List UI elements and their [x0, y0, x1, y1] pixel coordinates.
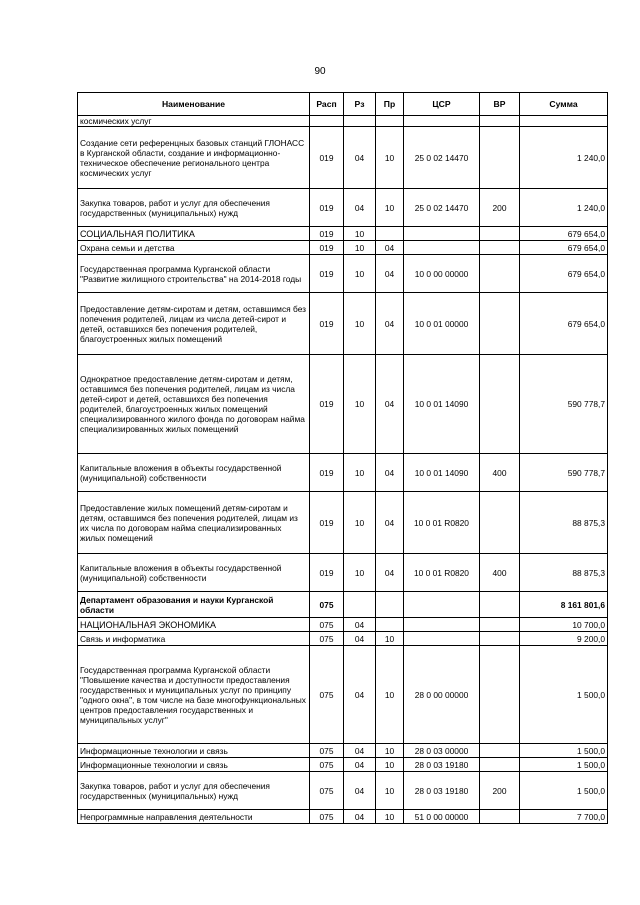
row-name: Информационные технологии и связь — [78, 758, 310, 772]
row-pr: 10 — [376, 127, 404, 189]
row-rasp: 019 — [310, 255, 344, 293]
row-rasp: 019 — [310, 127, 344, 189]
row-name: Государственная программа Курганской области "Повышение качества и доступности предоставления государственных и муниципальных услуг по принципу "одного окна", в том числе на базе многофункциональных центров предоставления государственных и муниципальных услуг" — [78, 646, 310, 744]
table-row — [78, 293, 608, 355]
row-sum: 1 240,0 — [520, 127, 608, 189]
row-rz: 10 — [344, 355, 376, 454]
col-header-name: Наименование — [78, 93, 310, 116]
row-vr — [480, 646, 520, 744]
row-name: Капитальные вложения в объекты государственной (муниципальной) собственности — [78, 554, 310, 592]
row-rz: 10 — [344, 227, 376, 241]
row-rz — [344, 592, 376, 618]
row-name: космических услуг — [78, 116, 310, 127]
row-pr: 04 — [376, 492, 404, 554]
row-rasp — [310, 116, 344, 127]
row-vr — [480, 592, 520, 618]
row-rasp: 019 — [310, 293, 344, 355]
row-csr: 25 0 02 14470 — [404, 127, 480, 189]
row-rasp: 019 — [310, 355, 344, 454]
row-name: Создание сети референцных базовых станций ГЛОНАСС в Курганской области, создание и информационно-техническое обеспечение регионального центра космических услуг — [78, 127, 310, 189]
row-sum: 9 200,0 — [520, 632, 608, 646]
row-sum: 88 875,3 — [520, 554, 608, 592]
row-rasp: 019 — [310, 189, 344, 227]
row-rz: 04 — [344, 758, 376, 772]
row-vr: 400 — [480, 454, 520, 492]
col-header-csr: ЦСР — [404, 93, 480, 116]
row-csr: 10 0 01 14090 — [404, 454, 480, 492]
row-rasp: 019 — [310, 241, 344, 255]
row-vr — [480, 618, 520, 632]
row-sum: 7 700,0 — [520, 810, 608, 824]
row-name: Непрограммные направления деятельности — [78, 810, 310, 824]
row-vr — [480, 744, 520, 758]
row-rz: 04 — [344, 646, 376, 744]
table-row — [78, 127, 608, 189]
row-csr — [404, 116, 480, 127]
row-rz: 04 — [344, 744, 376, 758]
row-pr: 04 — [376, 355, 404, 454]
row-name: Закупка товаров, работ и услуг для обеспечения государственных (муниципальных) нужд — [78, 189, 310, 227]
row-csr: 10 0 01 14090 — [404, 355, 480, 454]
row-pr: 04 — [376, 255, 404, 293]
row-rz: 10 — [344, 241, 376, 255]
table-row — [78, 454, 608, 492]
col-header-sum: Сумма — [520, 93, 608, 116]
row-name: Капитальные вложения в объекты государственной (муниципальной) собственности — [78, 454, 310, 492]
row-sum: 679 654,0 — [520, 255, 608, 293]
row-rasp: 075 — [310, 744, 344, 758]
row-rz: 04 — [344, 632, 376, 646]
row-rasp: 019 — [310, 227, 344, 241]
row-vr: 400 — [480, 554, 520, 592]
row-rz: 10 — [344, 454, 376, 492]
row-rasp: 019 — [310, 554, 344, 592]
table-row — [78, 646, 608, 744]
row-sum: 8 161 801,6 — [520, 592, 608, 618]
row-vr — [480, 116, 520, 127]
row-pr: 10 — [376, 772, 404, 810]
col-header-vr: ВР — [480, 93, 520, 116]
row-pr: 04 — [376, 241, 404, 255]
table-row — [78, 554, 608, 592]
row-vr: 200 — [480, 189, 520, 227]
row-rasp: 075 — [310, 632, 344, 646]
row-rz: 10 — [344, 255, 376, 293]
row-sum: 590 778,7 — [520, 454, 608, 492]
row-rasp: 019 — [310, 454, 344, 492]
table-row — [78, 772, 608, 810]
row-sum: 1 240,0 — [520, 189, 608, 227]
row-vr — [480, 241, 520, 255]
row-csr — [404, 241, 480, 255]
row-rz: 04 — [344, 127, 376, 189]
row-sum: 88 875,3 — [520, 492, 608, 554]
row-csr: 28 0 00 00000 — [404, 646, 480, 744]
budget-table — [77, 92, 608, 824]
row-csr: 10 0 01 R0820 — [404, 554, 480, 592]
row-pr: 10 — [376, 810, 404, 824]
row-vr — [480, 810, 520, 824]
row-csr: 10 0 01 00000 — [404, 293, 480, 355]
row-csr — [404, 618, 480, 632]
row-name: НАЦИОНАЛЬНАЯ ЭКОНОМИКА — [78, 618, 310, 632]
row-rz: 04 — [344, 618, 376, 632]
row-sum: 679 654,0 — [520, 227, 608, 241]
col-header-rz: Рз — [344, 93, 376, 116]
row-vr — [480, 293, 520, 355]
row-pr — [376, 618, 404, 632]
row-sum: 590 778,7 — [520, 355, 608, 454]
row-pr: 04 — [376, 554, 404, 592]
table-row — [78, 255, 608, 293]
row-rz: 10 — [344, 554, 376, 592]
row-vr — [480, 227, 520, 241]
row-pr: 04 — [376, 293, 404, 355]
row-rz: 10 — [344, 492, 376, 554]
table-row — [78, 189, 608, 227]
row-vr: 200 — [480, 772, 520, 810]
row-sum — [520, 116, 608, 127]
row-name: Предоставление детям-сиротам и детям, оставшимся без попечения родителей, лицам из числа детей-сирот и детей, оставшихся без попечения родителей, благоустроенных жилых помещений — [78, 293, 310, 355]
row-sum: 679 654,0 — [520, 293, 608, 355]
row-pr: 10 — [376, 646, 404, 744]
col-header-rasp: Расп — [310, 93, 344, 116]
row-pr — [376, 116, 404, 127]
row-rz: 04 — [344, 772, 376, 810]
table-row — [78, 632, 608, 646]
row-csr — [404, 227, 480, 241]
table-row — [78, 758, 608, 772]
row-vr — [480, 127, 520, 189]
row-csr: 28 0 03 00000 — [404, 744, 480, 758]
table-row — [78, 241, 608, 255]
row-pr: 04 — [376, 454, 404, 492]
row-name: СОЦИАЛЬНАЯ ПОЛИТИКА — [78, 227, 310, 241]
row-rasp: 075 — [310, 810, 344, 824]
row-pr: 10 — [376, 744, 404, 758]
row-csr — [404, 632, 480, 646]
row-vr — [480, 632, 520, 646]
row-rasp: 019 — [310, 492, 344, 554]
row-name: Предоставление жилых помещений детям-сиротам и детям, оставшимся без попечения родителей, лицам из их числа по договорам найма специализированных жилых помещений — [78, 492, 310, 554]
table-row — [78, 744, 608, 758]
row-name: Связь и информатика — [78, 632, 310, 646]
row-name: Департамент образования и науки Курганской области — [78, 592, 310, 618]
row-rasp: 075 — [310, 592, 344, 618]
page-number: 90 — [314, 66, 326, 77]
row-sum: 1 500,0 — [520, 744, 608, 758]
table-row — [78, 618, 608, 632]
row-rasp: 075 — [310, 758, 344, 772]
row-sum: 1 500,0 — [520, 772, 608, 810]
row-pr — [376, 592, 404, 618]
table-row — [78, 116, 608, 127]
row-sum: 1 500,0 — [520, 646, 608, 744]
row-name: Охрана семьи и детства — [78, 241, 310, 255]
row-rasp: 075 — [310, 772, 344, 810]
row-csr: 28 0 03 19180 — [404, 772, 480, 810]
row-pr — [376, 227, 404, 241]
table-row — [78, 492, 608, 554]
table-row — [78, 810, 608, 824]
row-csr: 28 0 03 19180 — [404, 758, 480, 772]
row-vr — [480, 355, 520, 454]
row-vr — [480, 492, 520, 554]
row-rz: 04 — [344, 810, 376, 824]
row-name: Однократное предоставление детям-сиротам и детям, оставшимся без попечения родителей, лицам из числа детей-сирот и детей, оставшихся без попечения родителей, благоустроенных жилых помещений специализированного жилого фонда по договорам найма специализированных жилых помещений — [78, 355, 310, 454]
row-rz — [344, 116, 376, 127]
row-pr: 10 — [376, 758, 404, 772]
row-name: Закупка товаров, работ и услуг для обеспечения государственных (муниципальных) нужд — [78, 772, 310, 810]
row-vr — [480, 255, 520, 293]
row-sum: 1 500,0 — [520, 758, 608, 772]
row-rz: 04 — [344, 189, 376, 227]
row-rasp: 075 — [310, 646, 344, 744]
table-row — [78, 227, 608, 241]
table-row — [78, 592, 608, 618]
row-name: Информационные технологии и связь — [78, 744, 310, 758]
row-sum: 679 654,0 — [520, 241, 608, 255]
row-sum: 10 700,0 — [520, 618, 608, 632]
table-row — [78, 355, 608, 454]
row-pr: 10 — [376, 632, 404, 646]
col-header-pr: Пр — [376, 93, 404, 116]
row-pr: 10 — [376, 189, 404, 227]
row-csr: 10 0 01 R0820 — [404, 492, 480, 554]
row-csr: 51 0 00 00000 — [404, 810, 480, 824]
row-csr — [404, 592, 480, 618]
row-rz: 10 — [344, 293, 376, 355]
row-csr: 25 0 02 14470 — [404, 189, 480, 227]
row-vr — [480, 758, 520, 772]
row-name: Государственная программа Курганской области "Развитие жилищного строительства" на 2014-2018 годы — [78, 255, 310, 293]
table-header — [78, 93, 608, 116]
row-rasp: 075 — [310, 618, 344, 632]
row-csr: 10 0 00 00000 — [404, 255, 480, 293]
